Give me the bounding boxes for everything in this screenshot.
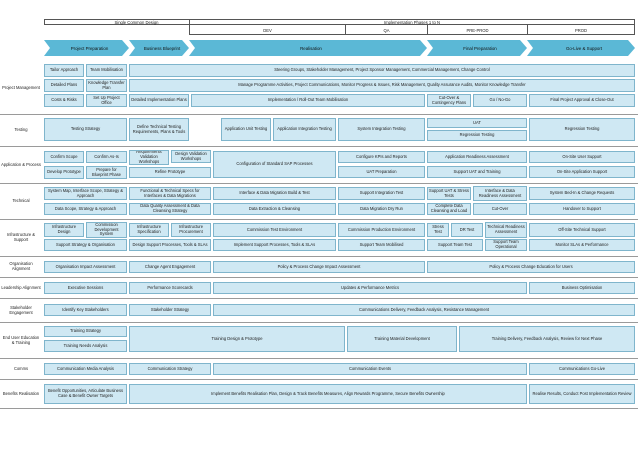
row-label-benefits: Benefits Realisation	[2, 390, 40, 396]
box-system-bedin: System Bed-In & Change Requests	[529, 187, 635, 200]
box-commission-dev: Commission Development System	[86, 222, 127, 238]
box-develop-prototype: Develop Prototype	[44, 166, 84, 179]
box-policy-change-education: Policy & Process Change Education for Users	[427, 261, 635, 273]
box-comms-golive: Communications Go-Live	[529, 363, 635, 375]
box-final-approval: Final Project Approval & Close-Out	[529, 94, 635, 107]
box-support-uat-training: Support UAT and Training	[427, 166, 527, 178]
box-offsite-tech-support: Off-Site Technical Support	[529, 223, 635, 237]
phase-chevron-project-preparation	[44, 40, 129, 56]
box-infra-design: Infrastructure Design	[44, 223, 84, 237]
box-support-team-test: Support Team Test	[427, 239, 483, 251]
row-label-testing: Testing	[14, 126, 28, 132]
box-stress-test: Stress Test	[427, 223, 449, 237]
box-data-scope: Data Scope, Strategy & Approach	[44, 203, 127, 215]
box-commission-prod-env: Commission Production Environment	[338, 223, 425, 237]
box-configuration-sap: Configuration of Standard SAP Processes	[213, 151, 336, 178]
box-regression-testing: Regression Testing	[427, 130, 527, 141]
row-label-org-alignment: Organisation Alignment	[9, 261, 33, 271]
box-comms-delivery: Communications Delivery, Feedback Analysis, Resistance Management	[213, 304, 635, 316]
box-data-quality: Data Quality Assessment & Data Cleansing Strategy	[129, 203, 211, 215]
row-separator	[0, 114, 638, 115]
box-infra-spec: Infrastructure Specification	[129, 223, 169, 237]
box-stakeholder-strategy: Stakeholder Strategy	[129, 304, 211, 316]
box-comms-events: Communication Events	[213, 363, 527, 375]
box-benefit-opps: Benefit Opportunities, Articulate Business Case & Benefit Owner Targets	[44, 384, 127, 404]
box-training-design: Training Design & Prototype	[129, 326, 345, 352]
box-cutover: Cut-Over	[473, 203, 527, 215]
box-onsite-app-support: On-Site Application Support	[529, 166, 635, 178]
row-label-project-management: Project Management	[2, 84, 40, 90]
box-go-nogo: Go / No-Go	[473, 94, 527, 107]
dev-header: DEV	[189, 25, 345, 35]
box-system-map: System Map, Interface Scope, Strategy & Approach	[44, 187, 127, 200]
row-label-comms: Comms	[13, 365, 29, 371]
box-design-validation: Design Validation Workshops	[171, 150, 211, 163]
row-separator	[0, 298, 638, 299]
box-onsite-user-support: On-Site User Support	[529, 151, 635, 163]
box-impl-rollout: Implementation / Roll-Out Team Mobilisation	[191, 94, 425, 107]
box-detailed-plans: Detailed Plans	[44, 79, 84, 92]
row-label-technical: Technical	[12, 198, 30, 204]
box-app-integration-testing: Application Integration Testing	[273, 118, 336, 141]
box-performance-scorecards: Performance Scorecards	[129, 282, 211, 294]
box-define-testing: Define Technical Testing Requirements, Plans & Tools	[129, 118, 189, 141]
box-testing-strategy: Testing Strategy	[44, 118, 127, 141]
row-label-infrastructure: Infrastructure & Support	[7, 232, 35, 242]
box-comms-strategy: Communication Strategy	[129, 363, 211, 375]
phase-label: Realisation	[300, 45, 322, 51]
phase-label: Project Preparation	[70, 45, 109, 51]
box-uat: UAT	[427, 118, 527, 128]
box-policy-change-impact: Policy & Process Change Impact Assessment	[213, 261, 425, 273]
box-data-migration-dry: Data Migration Dry Run	[338, 203, 425, 215]
box-req-validation: Requirements Validation Workshops	[129, 150, 169, 165]
box-training-material: Training Material Development	[347, 326, 457, 352]
box-manage-programme: Manage Programme Activities, Project Communications, Monitor Progress & Issues, Risk Management, Quality Assurance Audits, Monitor Knowledge Transfer	[129, 79, 635, 92]
box-commission-test-env: Commission Test Environment	[213, 223, 336, 237]
phase-chevron-business-blueprint	[129, 40, 189, 56]
box-realise-results: Realise Results, Conduct Post Implementation Review	[529, 384, 635, 404]
phase-chevron-go-live-support	[527, 40, 635, 56]
box-tech-readiness: Technical Readiness Assessment	[485, 222, 527, 238]
box-app-readiness: Application Readiness Assessment	[427, 151, 527, 163]
box-team-mobilisation: Team Mobilisation	[86, 64, 127, 77]
phase-label: Final Preparation	[463, 45, 497, 51]
row-label-leadership: Leadership Alignment	[1, 284, 41, 290]
box-monitor-slas: Monitor SLAs & Performance	[529, 239, 635, 251]
box-system-integration-testing: System Integration Testing	[338, 118, 425, 141]
box-support-strategy: Support Strategy & Organisation	[44, 239, 127, 251]
preprod-header: PRE-PROD	[427, 25, 527, 35]
box-app-unit-testing: Application Unit Testing	[221, 118, 271, 141]
box-training-needs: Training Needs Analysis	[44, 340, 127, 352]
box-functional-tech-spec: Functional & Technical Specs for Interfaces & Data Migrations	[129, 187, 211, 200]
box-support-team-operational: Support Team Operational	[485, 239, 527, 251]
single-common-design-header: Single Common Design	[44, 19, 229, 25]
phase-chevron-final-preparation	[427, 40, 527, 56]
box-setup-project-office: Set Up Project Office	[86, 94, 127, 107]
row-separator	[0, 146, 638, 147]
box-confirm-scope: Confirm Scope	[44, 151, 84, 163]
box-prepare-blueprint: Prepare for Blueprint Phase	[86, 166, 127, 179]
row-label-stakeholder: Stakeholder Engagement	[9, 304, 33, 315]
box-support-uat-stress: Support UAT & Stress Tests	[427, 187, 471, 200]
box-costs-risks: Costs & Risks	[44, 94, 84, 107]
implementation-phases-header: Implementation Phases 1 to N	[189, 19, 635, 25]
box-business-optimisation: Business Optimisation	[529, 282, 635, 294]
box-change-agent: Change Agent Engagement	[129, 261, 211, 273]
box-detailed-impl-plans: Detailed Implementation Plans	[129, 94, 189, 107]
row-label-application-process: Application & Process	[1, 161, 41, 167]
box-data-extraction: Data Extraction & Cleansing	[213, 203, 336, 215]
row-separator	[0, 358, 638, 359]
box-knowledge-transfer-plan: Knowledge Transfer Plan	[86, 79, 127, 92]
box-org-impact: Organisation Impact Assessment	[44, 261, 127, 273]
box-design-support-processes: Design Support Processes, Tools & SLAs	[129, 239, 211, 251]
box-confirm-asis: Confirm As-Is	[86, 151, 127, 163]
row-separator	[0, 408, 638, 409]
box-configure-kpis: Configure KPIs and Reports	[338, 151, 425, 163]
box-refine-prototype: Refine Prototype	[129, 167, 211, 178]
row-separator	[0, 379, 638, 380]
row-label-end-user: End User Education & Training	[2, 334, 40, 345]
box-complete-data-cleansing: Complete Data Cleansing and Load	[427, 203, 471, 215]
box-interface-data-readiness: Interface & Data Readiness Assessment	[473, 186, 527, 201]
box-interface-data-migration: Interface & Data Migration Build & Test	[213, 187, 336, 200]
box-tailor-approach: Tailor Approach	[44, 64, 84, 77]
box-comms-media: Communication Media Analysis	[44, 363, 127, 375]
box-support-integration-test: Support Integration Test	[338, 187, 425, 200]
box-implement-support-processes: Implement Support Processes, Tools & SLAs	[213, 239, 336, 251]
box-training-delivery: Training Delivery, Feedback Analysis, Review for Next Phase	[459, 326, 635, 352]
row-separator	[0, 277, 638, 278]
phase-label: Business Blueprint	[143, 45, 181, 51]
box-steering: Steering Groups, Stakeholder Management, Project Sponsor Management, Commercial Management, Change Control	[129, 64, 635, 77]
box-handover-support: Handover to Support	[529, 203, 635, 215]
box-cutover-plans: Cut-Over & Contingency Plans	[427, 94, 471, 107]
phase-label: Go-Live & Support	[565, 45, 603, 51]
row-separator	[0, 322, 638, 323]
box-identify-stakeholders: Identify Key Stakeholders	[44, 304, 127, 316]
row-separator	[0, 219, 638, 220]
box-uat-preparation: UAT Preparation	[338, 166, 425, 178]
box-dr-test: DR Test	[451, 223, 483, 237]
row-separator	[0, 183, 638, 184]
phase-chevron-realisation	[189, 40, 427, 56]
box-training-strategy: Training Strategy	[44, 326, 127, 337]
box-updates-metrics: Updates & Performance Metrics	[213, 282, 527, 294]
prod-header: PROD	[527, 25, 635, 35]
box-regression-testing-golive: Regression Testing	[529, 118, 635, 141]
box-implement-benefit: Implement Benefits Realisation Plan, Design & Track Benefits Measures, Align Rewards Programme, Secure Benefits Ownership	[129, 384, 527, 404]
box-support-team-mobilised: Support Team Mobilised	[338, 239, 425, 251]
box-infra-procurement: Infrastructure Procurement	[171, 223, 211, 237]
row-separator	[0, 256, 638, 257]
box-executive-sessions: Executive Sessions	[44, 282, 127, 294]
qa-header: QA	[345, 25, 427, 35]
